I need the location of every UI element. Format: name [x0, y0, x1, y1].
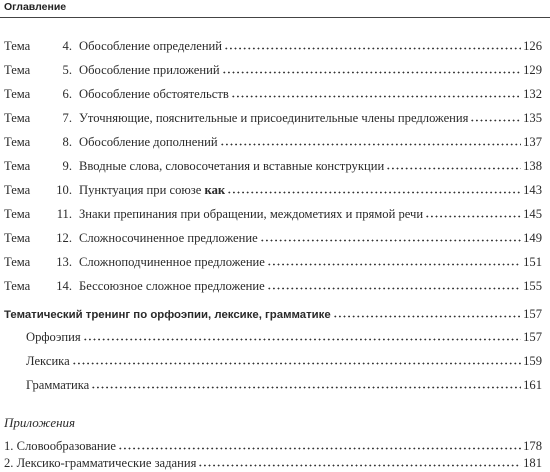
dot-leader	[470, 119, 521, 122]
entry-title	[79, 182, 225, 198]
dot-leader	[222, 71, 522, 74]
entry-page: 129	[523, 63, 542, 77]
subentry-page: 159	[523, 354, 542, 368]
entry-label: Тема	[4, 39, 31, 53]
entry-page: 151	[523, 255, 542, 269]
toc-subentry[interactable]	[26, 377, 542, 393]
toc-entry[interactable]	[4, 182, 542, 198]
appendix-title: 1. Словообразование	[4, 439, 116, 453]
entry-label: Тема	[4, 231, 31, 245]
dot-leader	[198, 464, 521, 467]
entry-label: Тема	[4, 135, 31, 149]
dot-leader	[267, 263, 521, 266]
entry-label: Тема	[4, 255, 31, 269]
entry-page: 138	[523, 159, 542, 173]
toc-subentry[interactable]	[26, 329, 542, 345]
entry-title: Обособление обстоятельств	[79, 87, 229, 101]
entry-number: 4.	[62, 39, 72, 53]
dot-leader	[224, 47, 521, 50]
dot-leader	[333, 315, 521, 318]
toc-entry[interactable]	[4, 158, 542, 174]
appendix-heading: Приложения	[4, 415, 76, 430]
entry-number: 9.	[62, 159, 72, 173]
entry-page: 143	[523, 183, 542, 197]
section-page: 157	[523, 307, 542, 321]
toc-entry[interactable]	[4, 254, 542, 270]
dot-leader	[260, 239, 521, 242]
dot-leader	[386, 167, 521, 170]
dot-leader	[91, 386, 521, 389]
toc-entry[interactable]	[4, 134, 542, 150]
entry-page: 126	[523, 39, 542, 53]
dot-leader	[267, 287, 521, 290]
dot-leader	[231, 95, 521, 98]
entry-page: 135	[523, 111, 542, 125]
entry-title: Сложносочиненное предложение	[79, 231, 258, 245]
section-title: Тематический тренинг по орфоэпии, лексике, грамматике	[4, 309, 331, 321]
entry-page: 149	[523, 231, 542, 245]
toc-entry[interactable]	[4, 62, 542, 78]
dot-leader	[227, 191, 521, 194]
entry-title: Вводные слова, словосочетания и вставные конструкции	[79, 159, 385, 173]
toc-entry[interactable]	[4, 278, 542, 294]
toc-appendix-entry[interactable]	[4, 455, 542, 471]
dot-leader	[83, 338, 521, 341]
toc-entry[interactable]	[4, 38, 542, 54]
entry-title: Сложноподчиненное предложение	[79, 255, 265, 269]
entry-label: Тема	[4, 63, 31, 77]
entry-page: 145	[523, 207, 542, 221]
entry-label: Тема	[4, 159, 31, 173]
section-header: Оглавление	[4, 1, 67, 13]
appendix-page: 181	[523, 456, 542, 470]
toc-appendix-entry[interactable]	[4, 438, 542, 454]
entry-number: 14.	[56, 279, 72, 293]
entry-number: 5.	[62, 63, 72, 77]
entry-title: Уточняющие, пояснительные и присоединительные члены предложения	[79, 111, 469, 125]
dot-leader	[425, 215, 521, 218]
entry-title: Обособление дополнений	[79, 135, 218, 149]
toc-entry[interactable]	[4, 206, 542, 222]
subentry-page: 157	[523, 330, 542, 344]
toc-entry[interactable]	[4, 230, 542, 246]
entry-label: Тема	[4, 87, 31, 101]
entry-label: Тема	[4, 207, 31, 221]
dot-leader	[118, 447, 521, 450]
entry-title: Знаки препинания при обращении, междометиях и прямой речи	[79, 207, 424, 221]
entry-number: 12.	[56, 231, 72, 245]
subentry-title: Орфоэпия	[26, 330, 81, 344]
toc-subentry[interactable]	[26, 353, 542, 369]
entry-label: Тема	[4, 111, 31, 125]
entry-title: Обособление приложений	[79, 63, 220, 77]
toc-entry[interactable]	[4, 86, 542, 102]
entry-title-keyword: как	[204, 183, 226, 197]
entry-label: Тема	[4, 183, 31, 197]
toc-entry[interactable]	[4, 110, 542, 126]
entry-title-text: Пунктуация при союзе	[79, 183, 205, 197]
subentry-title: Лексика	[26, 354, 70, 368]
entry-page: 137	[523, 135, 542, 149]
toc-section-training[interactable]	[4, 306, 542, 323]
entry-number: 10.	[56, 183, 72, 197]
appendix-page: 178	[523, 439, 542, 453]
entry-page: 155	[523, 279, 542, 293]
dot-leader	[220, 143, 522, 146]
entry-title: Бессоюзное сложное предложение	[79, 279, 265, 293]
entry-page: 132	[523, 87, 542, 101]
entry-number: 7.	[62, 111, 72, 125]
entry-number: 8.	[62, 135, 72, 149]
entry-number: 13.	[56, 255, 72, 269]
entry-number: 6.	[62, 87, 72, 101]
entry-number: 11.	[56, 207, 72, 221]
appendix-title: 2. Лексико-грамматические задания	[4, 456, 197, 470]
entry-title: Обособление определений	[79, 39, 223, 53]
header-divider	[0, 17, 550, 18]
subentry-title: Грамматика	[26, 378, 90, 392]
dot-leader	[72, 362, 521, 365]
entry-label: Тема	[4, 279, 31, 293]
subentry-page: 161	[523, 378, 542, 392]
